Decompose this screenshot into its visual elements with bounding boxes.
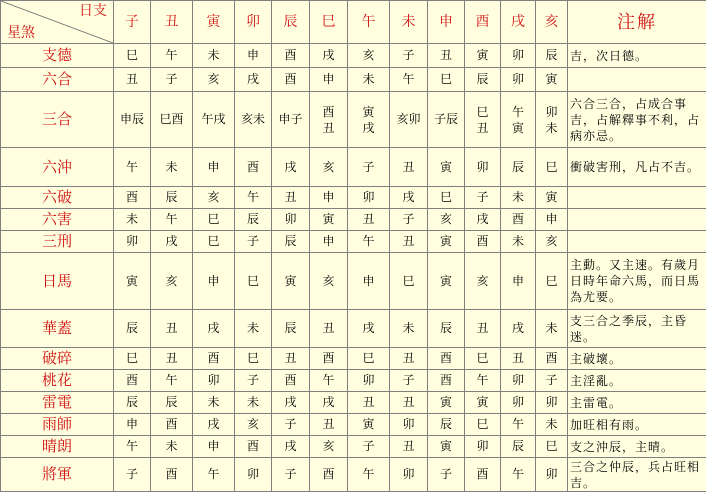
- table-cell: 卯: [536, 458, 568, 492]
- table-cell: 巳: [193, 209, 235, 231]
- table-cell: 未: [193, 44, 235, 68]
- table-cell: 戌: [465, 209, 501, 231]
- row-label: 晴朗: [1, 436, 114, 458]
- table-cell: 子: [390, 370, 428, 392]
- table-cell: 寅: [465, 44, 501, 68]
- note-cell: 主淫亂。: [568, 370, 706, 392]
- table-cell: 申: [536, 209, 568, 231]
- table-cell: 丑: [390, 436, 428, 458]
- table-cell: 寅: [428, 253, 465, 310]
- table-cell: 巳: [536, 148, 568, 187]
- table-cell: 酉: [310, 458, 348, 492]
- note-cell: 主破壞。: [568, 348, 706, 370]
- table-row: [1, 370, 706, 392]
- table-cell: 戌: [501, 310, 536, 348]
- row-label: 三合: [1, 92, 114, 148]
- note-cell: [568, 209, 706, 231]
- cell-char: 未: [536, 120, 567, 136]
- column-header: 未: [390, 1, 428, 44]
- table-cell: 亥: [348, 44, 390, 68]
- table-cell: 丑: [390, 348, 428, 370]
- table-cell: 未: [536, 414, 568, 436]
- table-cell: 辰: [235, 209, 272, 231]
- row-label: 桃花: [1, 370, 114, 392]
- table-cell: 寅: [536, 68, 568, 92]
- table-cell: 寅: [348, 414, 390, 436]
- table-cell: 未: [151, 436, 193, 458]
- table-cell: 丑: [151, 348, 193, 370]
- table-row: [1, 392, 706, 414]
- row-label: 六害: [1, 209, 114, 231]
- table-cell: 申辰: [114, 92, 151, 148]
- table-cell: [348, 92, 390, 148]
- table-cell: 戌: [310, 44, 348, 68]
- table-cell: 戌: [272, 392, 310, 414]
- table-cell: [536, 92, 568, 148]
- table-cell: 丑: [151, 310, 193, 348]
- row-label: 三刑: [1, 231, 114, 253]
- cell-char: 午: [501, 104, 535, 120]
- table-cell: 辰: [501, 436, 536, 458]
- table-cell: 卯: [348, 370, 390, 392]
- table-cell: 寅: [428, 392, 465, 414]
- table-cell: 申子: [272, 92, 310, 148]
- table-cell: 寅: [310, 209, 348, 231]
- table-cell: 亥: [193, 68, 235, 92]
- table-cell: 亥: [428, 209, 465, 231]
- cell-char: 寅: [501, 120, 535, 136]
- row-label: 六合: [1, 68, 114, 92]
- column-header: 巳: [310, 1, 348, 44]
- table-cell: 午: [348, 458, 390, 492]
- table-cell: 子辰: [428, 92, 465, 148]
- table-cell: 酉: [310, 348, 348, 370]
- table-cell: 辰: [151, 392, 193, 414]
- table-cell: 戌: [151, 231, 193, 253]
- table-row: [1, 310, 706, 348]
- table-cell: 卯: [536, 392, 568, 414]
- table-cell: [465, 92, 501, 148]
- table-cell: 子: [235, 231, 272, 253]
- table-cell: 午: [114, 148, 151, 187]
- table-cell: 酉: [465, 458, 501, 492]
- table-cell: [310, 92, 348, 148]
- note-cell: 主雷電。: [568, 392, 706, 414]
- table-cell: 丑: [348, 392, 390, 414]
- table-cell: 寅: [536, 187, 568, 209]
- table-cell: 申: [348, 253, 390, 310]
- table-cell: 巳: [193, 231, 235, 253]
- table-cell: 未: [114, 209, 151, 231]
- column-header: 戌: [501, 1, 536, 44]
- table-cell: 未: [390, 310, 428, 348]
- table-cell: 申: [193, 436, 235, 458]
- column-header: 卯: [235, 1, 272, 44]
- table-row: [1, 231, 706, 253]
- table-cell: 卯: [465, 436, 501, 458]
- table-cell: 巳: [235, 253, 272, 310]
- table-cell: 戌: [272, 148, 310, 187]
- table-cell: 午: [151, 44, 193, 68]
- table-cell: 子: [272, 458, 310, 492]
- column-header: 酉: [465, 1, 501, 44]
- note-cell: 支三合之季辰，主昏迷。: [568, 310, 706, 348]
- table-cell: 未: [536, 310, 568, 348]
- table-cell: 申: [235, 44, 272, 68]
- table-cell: 辰: [151, 187, 193, 209]
- note-cell: [568, 231, 706, 253]
- row-label: 破碎: [1, 348, 114, 370]
- table-cell: 午: [310, 370, 348, 392]
- corner-cell: [1, 1, 114, 44]
- table-cell: 亥卯: [390, 92, 428, 148]
- table-cell: 巳: [114, 44, 151, 68]
- table-body: [1, 1, 706, 492]
- table-cell: 寅: [428, 436, 465, 458]
- table-row: [1, 209, 706, 231]
- note-cell: 吉，次日德。: [568, 44, 706, 68]
- table-cell: 酉: [501, 209, 536, 231]
- column-header: 午: [348, 1, 390, 44]
- table-cell: 申: [501, 253, 536, 310]
- table-cell: 子: [348, 436, 390, 458]
- column-header: 辰: [272, 1, 310, 44]
- column-header: 亥: [536, 1, 568, 44]
- table-cell: 丑: [310, 310, 348, 348]
- table-cell: 丑: [501, 348, 536, 370]
- table-row: [1, 414, 706, 436]
- table-row: [1, 458, 706, 492]
- row-label: 華蓋: [1, 310, 114, 348]
- row-label: 支德: [1, 44, 114, 68]
- table-cell: 午: [390, 68, 428, 92]
- table-cell: 子: [272, 414, 310, 436]
- table-cell: 子: [348, 148, 390, 187]
- table-cell: 午: [114, 436, 151, 458]
- table-row: [1, 68, 706, 92]
- note-cell: 衝破害刑，凡占不吉。: [568, 148, 706, 187]
- table-cell: 亥: [310, 436, 348, 458]
- table-cell: 酉: [465, 231, 501, 253]
- table-cell: [501, 92, 536, 148]
- note-cell: [568, 68, 706, 92]
- table-cell: 酉: [536, 348, 568, 370]
- table-cell: 丑: [390, 231, 428, 253]
- table-cell: 酉: [151, 414, 193, 436]
- table-cell: 巳酉: [151, 92, 193, 148]
- table-cell: 子: [536, 370, 568, 392]
- table-row: [1, 92, 706, 148]
- note-cell: 支之沖辰，主晴。: [568, 436, 706, 458]
- table-cell: 子: [465, 187, 501, 209]
- column-header: 申: [428, 1, 465, 44]
- table-cell: 丑: [465, 310, 501, 348]
- table-cell: 寅: [465, 392, 501, 414]
- table-cell: 亥未: [235, 92, 272, 148]
- table-cell: 未: [235, 392, 272, 414]
- table-row: [1, 436, 706, 458]
- table-cell: 子: [390, 44, 428, 68]
- table-cell: 卯: [501, 68, 536, 92]
- table-cell: 亥: [536, 231, 568, 253]
- table-cell: 丑: [114, 68, 151, 92]
- table-cell: 未: [193, 392, 235, 414]
- table-cell: 午戌: [193, 92, 235, 148]
- table-cell: 丑: [348, 209, 390, 231]
- table-cell: 辰: [465, 68, 501, 92]
- table-cell: 巳: [536, 253, 568, 310]
- row-label: 雷電: [1, 392, 114, 414]
- table-cell: 戌: [193, 310, 235, 348]
- table-cell: 子: [114, 458, 151, 492]
- table-cell: 卯: [272, 209, 310, 231]
- table-cell: 未: [501, 187, 536, 209]
- table-cell: 酉: [151, 458, 193, 492]
- row-label: 雨師: [1, 414, 114, 436]
- table-row: [1, 187, 706, 209]
- table-cell: 午: [465, 370, 501, 392]
- table-cell: 亥: [310, 253, 348, 310]
- corner-bottom-label: 星煞: [7, 25, 35, 41]
- table-cell: 卯: [114, 231, 151, 253]
- note-cell: 主動。又主速。有歲月日時年命六馬，而日馬為尤要。: [568, 253, 706, 310]
- table-cell: 亥: [310, 148, 348, 187]
- table-cell: 酉: [272, 370, 310, 392]
- cell-char: 戌: [348, 120, 389, 136]
- table-cell: 戌: [272, 436, 310, 458]
- table-cell: 子: [235, 370, 272, 392]
- table-cell: 午: [151, 209, 193, 231]
- table-cell: 酉: [272, 44, 310, 68]
- table-cell: 辰: [114, 392, 151, 414]
- note-cell: 三合之仲辰，兵占旺相吉。: [568, 458, 706, 492]
- table-cell: 辰: [536, 44, 568, 68]
- note-cell: 加旺相有雨。: [568, 414, 706, 436]
- cell-char: 丑: [465, 120, 500, 136]
- table-cell: 丑: [272, 187, 310, 209]
- table-cell: 酉: [428, 348, 465, 370]
- table-cell: 卯: [501, 370, 536, 392]
- table-cell: 子: [390, 209, 428, 231]
- table-cell: 申: [114, 414, 151, 436]
- column-header: 寅: [193, 1, 235, 44]
- note-cell: [568, 187, 706, 209]
- table-cell: 寅: [428, 148, 465, 187]
- corner-top-label: 日支: [79, 3, 107, 19]
- table-cell: 戌: [193, 414, 235, 436]
- note-header: 注解: [568, 1, 706, 44]
- table-cell: 申: [193, 148, 235, 187]
- table-cell: 未: [151, 148, 193, 187]
- table-row: [1, 348, 706, 370]
- column-header: 子: [114, 1, 151, 44]
- table-cell: 亥: [235, 414, 272, 436]
- table-cell: 巳: [428, 68, 465, 92]
- table-cell: 午: [501, 414, 536, 436]
- row-label: 六沖: [1, 148, 114, 187]
- table-cell: 戌: [235, 68, 272, 92]
- table-row: [1, 148, 706, 187]
- table-cell: 酉: [272, 68, 310, 92]
- table-cell: 卯: [193, 370, 235, 392]
- table-cell: 亥: [193, 187, 235, 209]
- cell-char: 酉: [310, 104, 347, 120]
- note-cell: 六合三合，占成合事吉，占解釋事不利，占病亦忌。: [568, 92, 706, 148]
- table-cell: 子: [428, 458, 465, 492]
- table-cell: 卯: [235, 458, 272, 492]
- table-cell: 申: [310, 187, 348, 209]
- table-cell: 寅: [428, 231, 465, 253]
- table-cell: 辰: [428, 310, 465, 348]
- table-cell: 卯: [465, 148, 501, 187]
- table-cell: 巳: [114, 348, 151, 370]
- row-label: 將軍: [1, 458, 114, 492]
- table-cell: 巳: [465, 414, 501, 436]
- table-cell: 酉: [235, 436, 272, 458]
- table-cell: 午: [235, 187, 272, 209]
- table-cell: 亥: [465, 253, 501, 310]
- header-row: [1, 1, 706, 44]
- cell-char: 卯: [536, 104, 567, 120]
- table-cell: 未: [348, 68, 390, 92]
- table-row: [1, 44, 706, 68]
- table-cell: 申: [193, 253, 235, 310]
- table-cell: 卯: [390, 458, 428, 492]
- table-cell: 辰: [272, 310, 310, 348]
- table-cell: 巳: [465, 348, 501, 370]
- cell-char: 巳: [465, 104, 500, 120]
- table-cell: 巳: [348, 348, 390, 370]
- table-cell: 丑: [272, 348, 310, 370]
- cell-char: 寅: [348, 104, 389, 120]
- table-cell: 申: [310, 68, 348, 92]
- table-cell: 午: [501, 458, 536, 492]
- table-cell: 辰: [114, 310, 151, 348]
- table-cell: 辰: [272, 231, 310, 253]
- table-cell: 巳: [235, 348, 272, 370]
- table-cell: 未: [501, 231, 536, 253]
- table-cell: 酉: [193, 348, 235, 370]
- row-label: 六破: [1, 187, 114, 209]
- table-cell: 寅: [272, 253, 310, 310]
- column-header: 丑: [151, 1, 193, 44]
- table-cell: 巳: [536, 436, 568, 458]
- table-cell: 丑: [310, 414, 348, 436]
- table-cell: 午: [151, 370, 193, 392]
- table-cell: 午: [348, 231, 390, 253]
- table-cell: 午: [193, 458, 235, 492]
- table-cell: 戌: [310, 392, 348, 414]
- table-cell: 丑: [428, 44, 465, 68]
- table-cell: 未: [235, 310, 272, 348]
- table-cell: 卯: [501, 392, 536, 414]
- table-cell: 酉: [114, 187, 151, 209]
- cell-char: 丑: [310, 120, 347, 136]
- table-cell: 亥: [151, 253, 193, 310]
- table-cell: 戌: [390, 187, 428, 209]
- table-cell: 卯: [348, 187, 390, 209]
- table-row: [1, 253, 706, 310]
- table-cell: 巳: [428, 187, 465, 209]
- table-cell: 寅: [114, 253, 151, 310]
- table-cell: 卯: [501, 44, 536, 68]
- table-cell: 子: [151, 68, 193, 92]
- table-cell: 辰: [501, 148, 536, 187]
- table-cell: 申: [310, 231, 348, 253]
- table-cell: 丑: [390, 392, 428, 414]
- table-cell: 酉: [428, 370, 465, 392]
- table-cell: 丑: [390, 148, 428, 187]
- table-cell: 戌: [348, 310, 390, 348]
- table-cell: 酉: [235, 148, 272, 187]
- table-cell: 酉: [114, 370, 151, 392]
- row-label: 日馬: [1, 253, 114, 310]
- table-cell: 巳: [390, 253, 428, 310]
- table-cell: 辰: [428, 414, 465, 436]
- table-cell: 卯: [390, 414, 428, 436]
